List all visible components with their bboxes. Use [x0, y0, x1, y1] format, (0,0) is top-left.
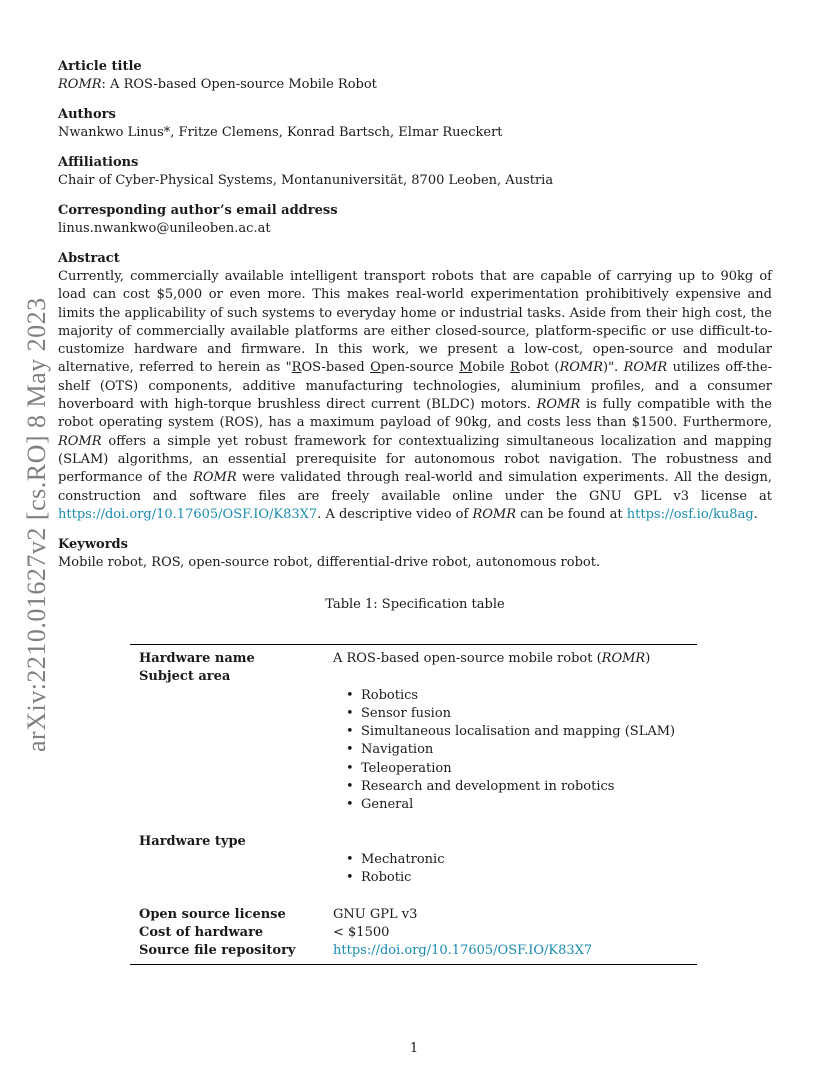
- hardware-type-list: [324, 851, 697, 888]
- article-title-rest: : A ROS-based Open-source Mobile Robot: [101, 77, 377, 92]
- table-spacer: [130, 815, 697, 833]
- abstract-part: utilizes off-the-shelf (OTS) components, additive manufacturing technologies, aluminium profiles, and a consumer hoverboard with high-torque brushless direct current (BLDC) motors.: [58, 360, 772, 413]
- subject-area-label: Subject area: [139, 669, 231, 685]
- table-row: [130, 924, 697, 942]
- authors-list: Nwankwo Linus*, Fritze Clemens, Konrad Bartsch, Elmar Rueckert: [58, 125, 503, 140]
- license-label: Open source license: [139, 906, 286, 922]
- cell-text: A ROS-based open-source mobile robot (: [333, 651, 602, 666]
- abstract-section: [58, 250, 772, 524]
- romr-acronym: ROMR: [193, 470, 237, 486]
- abstract-part: . A descriptive video of: [317, 506, 473, 522]
- list-item: • Mechatronic: [346, 851, 697, 869]
- table-row: [130, 650, 697, 668]
- arxiv-identifier: arXiv:2210.01627v2 [cs.RO] 8 May 2023: [22, 297, 51, 752]
- acronym-letter: R: [291, 360, 302, 376]
- cell-text: ): [645, 651, 651, 666]
- hardware-name-value: [333, 650, 697, 668]
- table-row: [130, 833, 697, 851]
- affiliations-text: Chair of Cyber-Physical Systems, Montanuniversität, 8700 Leoben, Austria: [58, 173, 554, 188]
- video-link[interactable]: https://osf.io/ku8ag: [626, 506, 754, 522]
- hardware-type-label: Hardware type: [139, 833, 246, 849]
- email-address: linus.nwankwo@unileoben.ac.at: [58, 221, 271, 236]
- email-section: [58, 202, 772, 238]
- affiliations-heading: Affiliations: [58, 155, 139, 170]
- cost-label: Cost of hardware: [139, 924, 264, 940]
- romr-acronym: ROMR: [472, 506, 516, 522]
- license-value: GNU GPL v3: [333, 906, 418, 922]
- repository-label: Source file repository: [139, 943, 296, 959]
- list-item: • General: [346, 796, 697, 814]
- authors-heading: Authors: [58, 107, 116, 122]
- abstract-part: offers a simple yet robust framework for contextualizing simultaneous localization and mapping (SLAM) algorithms, an essential prerequisite for autonomous robot navigation. The robustness and performance of the: [58, 433, 772, 486]
- romr-acronym: ROMR: [559, 360, 603, 376]
- table-spacer: [130, 888, 697, 906]
- abstract-part: obile: [472, 360, 510, 376]
- article-title-acronym: ROMR: [58, 77, 102, 92]
- keywords-section: [58, 536, 772, 572]
- abstract-part: Currently, commercially available intelligent transport robots that are capable of carrying up to 90kg of load can cost $5,000 or even more. This makes real-world experimentation prohibitively expensive and limits the applicability of such systems to everyday home or industrial tasks. Aside from their high cost, the majority of commercially available platforms are either closed-source, platform-specific or use difficult-to-customize hardware and firmware. In this work, we present a low-cost, open-source and modular alternative, referred to herein as ": [58, 269, 772, 376]
- subject-area-list: [324, 687, 697, 815]
- abstract-heading: Abstract: [58, 251, 120, 266]
- table-caption: Table 1: Specification table: [325, 597, 505, 613]
- cell-spacer: [333, 668, 697, 686]
- table-row: [130, 942, 697, 960]
- list-item: • Sensor fusion: [346, 705, 697, 723]
- list-item: • Robotics: [346, 687, 697, 705]
- abstract-part: were validated through real-world and simulation experiments. All the design, construction and software files are freely available online under the GNU GPL v3 license at: [58, 470, 772, 504]
- table-row: [130, 668, 697, 686]
- list-item: • Teleoperation: [346, 760, 697, 778]
- article-title: [58, 76, 772, 94]
- abstract-part: pen-source: [380, 360, 460, 376]
- keywords-heading: Keywords: [58, 537, 128, 553]
- acronym-letter: M: [459, 360, 473, 376]
- authors-section: [58, 106, 772, 142]
- abstract-part: can be found at: [515, 506, 627, 522]
- list-item: • Simultaneous localisation and mapping (SLAM): [346, 723, 697, 741]
- article-title-heading: Article title: [58, 59, 142, 74]
- list-item: • Robotic: [346, 869, 697, 887]
- list-item: • Navigation: [346, 741, 697, 759]
- abstract-part: OS-based: [301, 360, 371, 376]
- abstract-part: )".: [603, 360, 624, 376]
- acronym-letter: R: [509, 360, 520, 376]
- abstract-part: obot (: [519, 360, 560, 376]
- list-item: • Research and development in robotics: [346, 778, 697, 796]
- article-title-section: [58, 58, 772, 94]
- romr-acronym: ROMR: [536, 397, 581, 413]
- table-row: [130, 906, 697, 924]
- romr-acronym: ROMR: [58, 433, 102, 449]
- abstract-part: is fully compatible with the robot operating system (ROS), has a maximum payload of 90kg, and costs less than $1500. Furthermore,: [58, 397, 772, 431]
- romr-acronym: ROMR: [623, 360, 668, 376]
- abstract-part: .: [753, 506, 758, 522]
- romr-acronym: ROMR: [601, 651, 646, 666]
- acronym-letter: O: [370, 360, 381, 376]
- page-number: 1: [409, 1041, 419, 1056]
- front-matter: [58, 58, 772, 614]
- cost-value: < $1500: [333, 924, 390, 940]
- doi-link[interactable]: https://doi.org/10.17605/OSF.IO/K83X7: [58, 506, 318, 522]
- abstract-text: [58, 268, 772, 524]
- affiliations-section: [58, 154, 772, 190]
- cell-spacer: [333, 833, 697, 851]
- specification-table: [130, 644, 697, 965]
- repository-link[interactable]: https://doi.org/10.17605/OSF.IO/K83X7: [333, 943, 593, 959]
- hardware-name-label: Hardware name: [139, 651, 255, 666]
- keywords-text: Mobile robot, ROS, open-source robot, differential-drive robot, autonomous robot.: [58, 555, 601, 571]
- email-heading: Corresponding author’s email address: [58, 203, 338, 218]
